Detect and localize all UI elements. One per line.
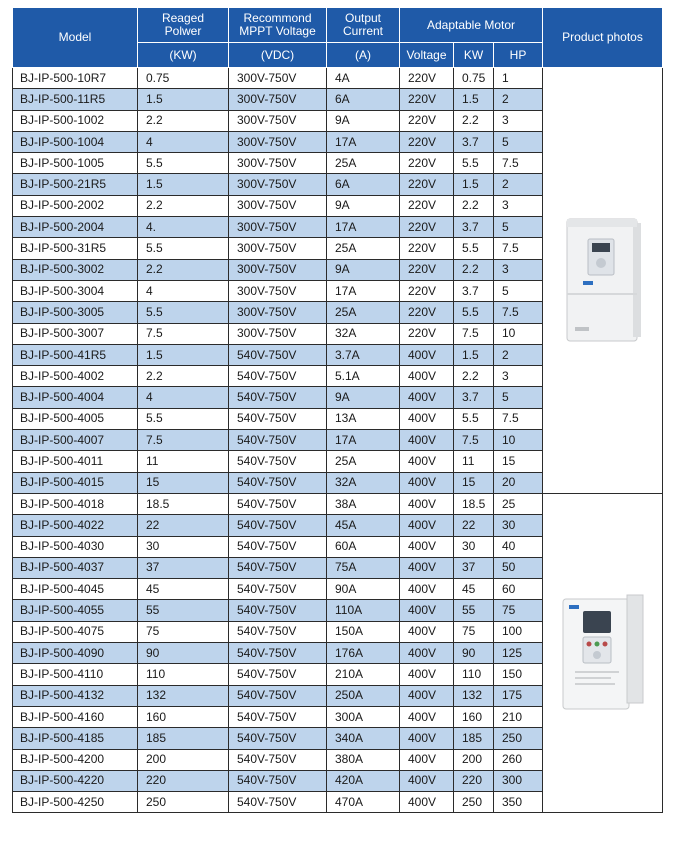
cell-current: 210A [327, 664, 400, 685]
cell-hp: 2 [494, 174, 543, 195]
cell-model: BJ-IP-500-4185 [13, 728, 138, 749]
cell-hp: 40 [494, 536, 543, 557]
header-power [138, 8, 229, 43]
cell-kw: 7.5 [454, 430, 494, 451]
cell-mppt: 300V-750V [229, 280, 327, 301]
product-photo [543, 215, 662, 345]
cell-voltage: 220V [400, 68, 454, 89]
cell-kw: 5.5 [454, 302, 494, 323]
cell-hp: 250 [494, 728, 543, 749]
cell-voltage: 400V [400, 515, 454, 536]
cell-voltage: 400V [400, 749, 454, 770]
cell-model: BJ-IP-500-4075 [13, 621, 138, 642]
cell-voltage: 400V [400, 536, 454, 557]
cell-power: 1.5 [138, 344, 229, 365]
cell-model: BJ-IP-500-3007 [13, 323, 138, 344]
table-row [13, 493, 663, 514]
cell-power: 185 [138, 728, 229, 749]
cell-current: 6A [327, 174, 400, 195]
product-photo [543, 593, 662, 713]
cell-model: BJ-IP-500-4011 [13, 451, 138, 472]
cell-current: 470A [327, 792, 400, 813]
cell-voltage: 400V [400, 557, 454, 578]
cell-current: 3.7A [327, 344, 400, 365]
cell-hp: 125 [494, 643, 543, 664]
cell-model: BJ-IP-500-3002 [13, 259, 138, 280]
cell-power: 75 [138, 621, 229, 642]
cell-current: 9A [327, 110, 400, 131]
product-photo-cell [543, 493, 663, 812]
header-adaptable-motor: Adaptable Motor [400, 8, 543, 43]
cell-power: 18.5 [138, 493, 229, 514]
cell-hp: 1 [494, 68, 543, 89]
cell-kw: 30 [454, 536, 494, 557]
cell-mppt: 300V-750V [229, 174, 327, 195]
cell-kw: 250 [454, 792, 494, 813]
header-mppt-l2: MPPT Voltage [239, 24, 316, 38]
cell-model: BJ-IP-500-4018 [13, 493, 138, 514]
cell-kw: 2.2 [454, 195, 494, 216]
cell-power: 11 [138, 451, 229, 472]
cell-mppt: 540V-750V [229, 536, 327, 557]
cell-kw: 11 [454, 451, 494, 472]
cell-model: BJ-IP-500-4250 [13, 792, 138, 813]
cell-model: BJ-IP-500-1004 [13, 131, 138, 152]
cell-power: 90 [138, 643, 229, 664]
cell-model: BJ-IP-500-4005 [13, 408, 138, 429]
cell-hp: 15 [494, 451, 543, 472]
header-voltage: Voltage [400, 43, 454, 68]
cell-current: 38A [327, 493, 400, 514]
cell-current: 17A [327, 217, 400, 238]
cell-power: 15 [138, 472, 229, 493]
cell-voltage: 220V [400, 259, 454, 280]
cell-hp: 10 [494, 430, 543, 451]
cell-power: 5.5 [138, 302, 229, 323]
cell-mppt: 300V-750V [229, 217, 327, 238]
cell-kw: 3.7 [454, 280, 494, 301]
cell-hp: 2 [494, 344, 543, 365]
cell-model: BJ-IP-500-4220 [13, 770, 138, 791]
header-mppt [229, 8, 327, 43]
cell-model: BJ-IP-500-4007 [13, 430, 138, 451]
header-mppt-l1: Recommond [243, 11, 312, 25]
cell-mppt: 540V-750V [229, 515, 327, 536]
cell-voltage: 220V [400, 153, 454, 174]
cell-kw: 5.5 [454, 408, 494, 429]
cell-voltage: 220V [400, 238, 454, 259]
cell-kw: 185 [454, 728, 494, 749]
cell-hp: 7.5 [494, 153, 543, 174]
cell-voltage: 220V [400, 302, 454, 323]
cell-mppt: 540V-750V [229, 643, 327, 664]
cell-current: 75A [327, 557, 400, 578]
cell-current: 340A [327, 728, 400, 749]
header-current-unit: (A) [327, 43, 400, 68]
cell-current: 60A [327, 536, 400, 557]
cell-current: 110A [327, 600, 400, 621]
cell-current: 9A [327, 195, 400, 216]
cell-current: 4A [327, 68, 400, 89]
cell-mppt: 300V-750V [229, 195, 327, 216]
cell-kw: 110 [454, 664, 494, 685]
cell-hp: 260 [494, 749, 543, 770]
header-hp: HP [494, 43, 543, 68]
cell-kw: 1.5 [454, 89, 494, 110]
cell-kw: 3.7 [454, 387, 494, 408]
cell-power: 5.5 [138, 408, 229, 429]
cell-voltage: 400V [400, 792, 454, 813]
cell-voltage: 400V [400, 706, 454, 727]
cell-model: BJ-IP-500-4037 [13, 557, 138, 578]
cell-current: 32A [327, 323, 400, 344]
cell-power: 22 [138, 515, 229, 536]
cell-power: 250 [138, 792, 229, 813]
cell-hp: 60 [494, 579, 543, 600]
cell-kw: 15 [454, 472, 494, 493]
cell-current: 6A [327, 89, 400, 110]
cell-current: 90A [327, 579, 400, 600]
cell-voltage: 400V [400, 451, 454, 472]
cell-hp: 150 [494, 664, 543, 685]
cell-hp: 5 [494, 217, 543, 238]
cell-hp: 300 [494, 770, 543, 791]
cell-current: 25A [327, 238, 400, 259]
cell-hp: 210 [494, 706, 543, 727]
cell-current: 9A [327, 259, 400, 280]
cell-mppt: 540V-750V [229, 728, 327, 749]
cell-hp: 5 [494, 280, 543, 301]
cell-current: 176A [327, 643, 400, 664]
cell-power: 110 [138, 664, 229, 685]
cell-hp: 3 [494, 366, 543, 387]
cell-current: 17A [327, 430, 400, 451]
cell-power: 4. [138, 217, 229, 238]
cell-mppt: 540V-750V [229, 344, 327, 365]
cell-mppt: 540V-750V [229, 664, 327, 685]
cell-current: 150A [327, 621, 400, 642]
cell-mppt: 540V-750V [229, 792, 327, 813]
cell-power: 5.5 [138, 238, 229, 259]
cell-voltage: 400V [400, 472, 454, 493]
cell-mppt: 300V-750V [229, 153, 327, 174]
cell-power: 5.5 [138, 153, 229, 174]
cell-hp: 350 [494, 792, 543, 813]
cell-power: 4 [138, 387, 229, 408]
header-product-photos: Product photos [543, 8, 663, 68]
cell-mppt: 540V-750V [229, 493, 327, 514]
cell-mppt: 300V-750V [229, 131, 327, 152]
cell-model: BJ-IP-500-3004 [13, 280, 138, 301]
cell-current: 9A [327, 387, 400, 408]
cell-hp: 20 [494, 472, 543, 493]
cell-current: 32A [327, 472, 400, 493]
cell-voltage: 400V [400, 664, 454, 685]
cell-kw: 200 [454, 749, 494, 770]
cell-voltage: 400V [400, 493, 454, 514]
cell-kw: 3.7 [454, 131, 494, 152]
cell-hp: 7.5 [494, 408, 543, 429]
cell-model: BJ-IP-500-1005 [13, 153, 138, 174]
cell-model: BJ-IP-500-10R7 [13, 68, 138, 89]
cell-power: 2.2 [138, 110, 229, 131]
cell-model: BJ-IP-500-4055 [13, 600, 138, 621]
cell-mppt: 540V-750V [229, 579, 327, 600]
cell-kw: 2.2 [454, 110, 494, 131]
cell-mppt: 300V-750V [229, 259, 327, 280]
cell-power: 200 [138, 749, 229, 770]
cell-kw: 5.5 [454, 238, 494, 259]
cell-hp: 50 [494, 557, 543, 578]
cell-voltage: 400V [400, 408, 454, 429]
cell-current: 17A [327, 280, 400, 301]
cell-mppt: 540V-750V [229, 366, 327, 387]
cell-kw: 5.5 [454, 153, 494, 174]
cell-hp: 3 [494, 195, 543, 216]
cell-mppt: 300V-750V [229, 89, 327, 110]
cell-kw: 160 [454, 706, 494, 727]
cell-hp: 175 [494, 685, 543, 706]
cell-power: 7.5 [138, 430, 229, 451]
cell-model: BJ-IP-500-4132 [13, 685, 138, 706]
cell-kw: 90 [454, 643, 494, 664]
cell-power: 37 [138, 557, 229, 578]
cell-mppt: 300V-750V [229, 68, 327, 89]
cell-model: BJ-IP-500-4015 [13, 472, 138, 493]
header-current-l1: Output [344, 11, 382, 25]
cell-mppt: 540V-750V [229, 621, 327, 642]
cell-voltage: 220V [400, 110, 454, 131]
cell-voltage: 400V [400, 600, 454, 621]
cell-kw: 75 [454, 621, 494, 642]
cell-mppt: 540V-750V [229, 430, 327, 451]
cell-kw: 55 [454, 600, 494, 621]
cell-voltage: 400V [400, 728, 454, 749]
cell-hp: 25 [494, 493, 543, 514]
small-inverter-photo [553, 215, 653, 345]
cell-model: BJ-IP-500-4030 [13, 536, 138, 557]
cell-model: BJ-IP-500-4002 [13, 366, 138, 387]
cell-hp: 7.5 [494, 238, 543, 259]
cell-power: 1.5 [138, 89, 229, 110]
cell-model: BJ-IP-500-4045 [13, 579, 138, 600]
cell-power: 160 [138, 706, 229, 727]
header-current [327, 8, 400, 43]
cell-voltage: 400V [400, 685, 454, 706]
cell-mppt: 540V-750V [229, 600, 327, 621]
cell-current: 300A [327, 706, 400, 727]
cell-current: 420A [327, 770, 400, 791]
cell-power: 220 [138, 770, 229, 791]
cell-mppt: 540V-750V [229, 706, 327, 727]
cell-voltage: 220V [400, 195, 454, 216]
cell-mppt: 300V-750V [229, 110, 327, 131]
cell-kw: 220 [454, 770, 494, 791]
cell-hp: 10 [494, 323, 543, 344]
cell-voltage: 400V [400, 387, 454, 408]
cell-kw: 1.5 [454, 174, 494, 195]
cell-kw: 1.5 [454, 344, 494, 365]
header-power-l1: Reaged [161, 11, 205, 25]
cell-model: BJ-IP-500-3005 [13, 302, 138, 323]
table-row [13, 68, 663, 89]
cell-hp: 30 [494, 515, 543, 536]
cell-hp: 5 [494, 131, 543, 152]
cell-kw: 3.7 [454, 217, 494, 238]
cell-voltage: 400V [400, 430, 454, 451]
cell-hp: 3 [494, 110, 543, 131]
cell-power: 1.5 [138, 174, 229, 195]
header-kw: KW [454, 43, 494, 68]
cell-hp: 3 [494, 259, 543, 280]
cell-kw: 18.5 [454, 493, 494, 514]
cell-power: 45 [138, 579, 229, 600]
cell-current: 25A [327, 451, 400, 472]
cell-model: BJ-IP-500-31R5 [13, 238, 138, 259]
cell-kw: 2.2 [454, 366, 494, 387]
cell-voltage: 220V [400, 323, 454, 344]
cell-voltage: 400V [400, 643, 454, 664]
cell-mppt: 540V-750V [229, 685, 327, 706]
cell-voltage: 400V [400, 579, 454, 600]
cell-current: 5.1A [327, 366, 400, 387]
cell-model: BJ-IP-500-2004 [13, 217, 138, 238]
header-model: Model [13, 8, 138, 68]
cell-mppt: 540V-750V [229, 557, 327, 578]
cell-current: 25A [327, 153, 400, 174]
cell-hp: 5 [494, 387, 543, 408]
cell-model: BJ-IP-500-2002 [13, 195, 138, 216]
cell-power: 7.5 [138, 323, 229, 344]
cell-current: 13A [327, 408, 400, 429]
cell-power: 132 [138, 685, 229, 706]
cell-model: BJ-IP-500-11R5 [13, 89, 138, 110]
cell-kw: 0.75 [454, 68, 494, 89]
cell-mppt: 540V-750V [229, 387, 327, 408]
cell-power: 2.2 [138, 195, 229, 216]
cell-power: 4 [138, 280, 229, 301]
cell-model: BJ-IP-500-4160 [13, 706, 138, 727]
cell-power: 2.2 [138, 366, 229, 387]
cell-mppt: 540V-750V [229, 770, 327, 791]
cell-hp: 2 [494, 89, 543, 110]
cell-current: 380A [327, 749, 400, 770]
cell-model: BJ-IP-500-4004 [13, 387, 138, 408]
cell-power: 30 [138, 536, 229, 557]
spec-table [12, 7, 663, 813]
cell-mppt: 300V-750V [229, 238, 327, 259]
cell-voltage: 220V [400, 217, 454, 238]
header-power-l2: Polwer [164, 24, 202, 38]
cell-model: BJ-IP-500-1002 [13, 110, 138, 131]
cell-mppt: 300V-750V [229, 323, 327, 344]
cell-voltage: 400V [400, 770, 454, 791]
cell-kw: 45 [454, 579, 494, 600]
cell-hp: 75 [494, 600, 543, 621]
cell-kw: 37 [454, 557, 494, 578]
cell-power: 0.75 [138, 68, 229, 89]
cell-kw: 132 [454, 685, 494, 706]
cell-model: BJ-IP-500-4200 [13, 749, 138, 770]
cell-current: 250A [327, 685, 400, 706]
cell-mppt: 540V-750V [229, 408, 327, 429]
cell-power: 4 [138, 131, 229, 152]
header-mppt-unit: (VDC) [229, 43, 327, 68]
large-inverter-photo [553, 593, 653, 713]
cell-current: 25A [327, 302, 400, 323]
cell-hp: 100 [494, 621, 543, 642]
cell-voltage: 220V [400, 280, 454, 301]
cell-voltage: 220V [400, 174, 454, 195]
cell-mppt: 540V-750V [229, 749, 327, 770]
cell-kw: 7.5 [454, 323, 494, 344]
cell-model: BJ-IP-500-4110 [13, 664, 138, 685]
cell-kw: 22 [454, 515, 494, 536]
cell-voltage: 220V [400, 89, 454, 110]
cell-current: 45A [327, 515, 400, 536]
cell-voltage: 400V [400, 344, 454, 365]
table-body [13, 68, 663, 813]
header-power-unit: (KW) [138, 43, 229, 68]
header-current-l2: Current [342, 24, 383, 38]
cell-current: 17A [327, 131, 400, 152]
cell-model: BJ-IP-500-41R5 [13, 344, 138, 365]
cell-model: BJ-IP-500-21R5 [13, 174, 138, 195]
cell-power: 55 [138, 600, 229, 621]
cell-voltage: 220V [400, 131, 454, 152]
cell-voltage: 400V [400, 366, 454, 387]
cell-mppt: 540V-750V [229, 472, 327, 493]
cell-kw: 2.2 [454, 259, 494, 280]
cell-model: BJ-IP-500-4022 [13, 515, 138, 536]
cell-voltage: 400V [400, 621, 454, 642]
cell-model: BJ-IP-500-4090 [13, 643, 138, 664]
cell-power: 2.2 [138, 259, 229, 280]
product-photo-cell [543, 68, 663, 494]
cell-mppt: 540V-750V [229, 451, 327, 472]
cell-mppt: 300V-750V [229, 302, 327, 323]
cell-hp: 7.5 [494, 302, 543, 323]
